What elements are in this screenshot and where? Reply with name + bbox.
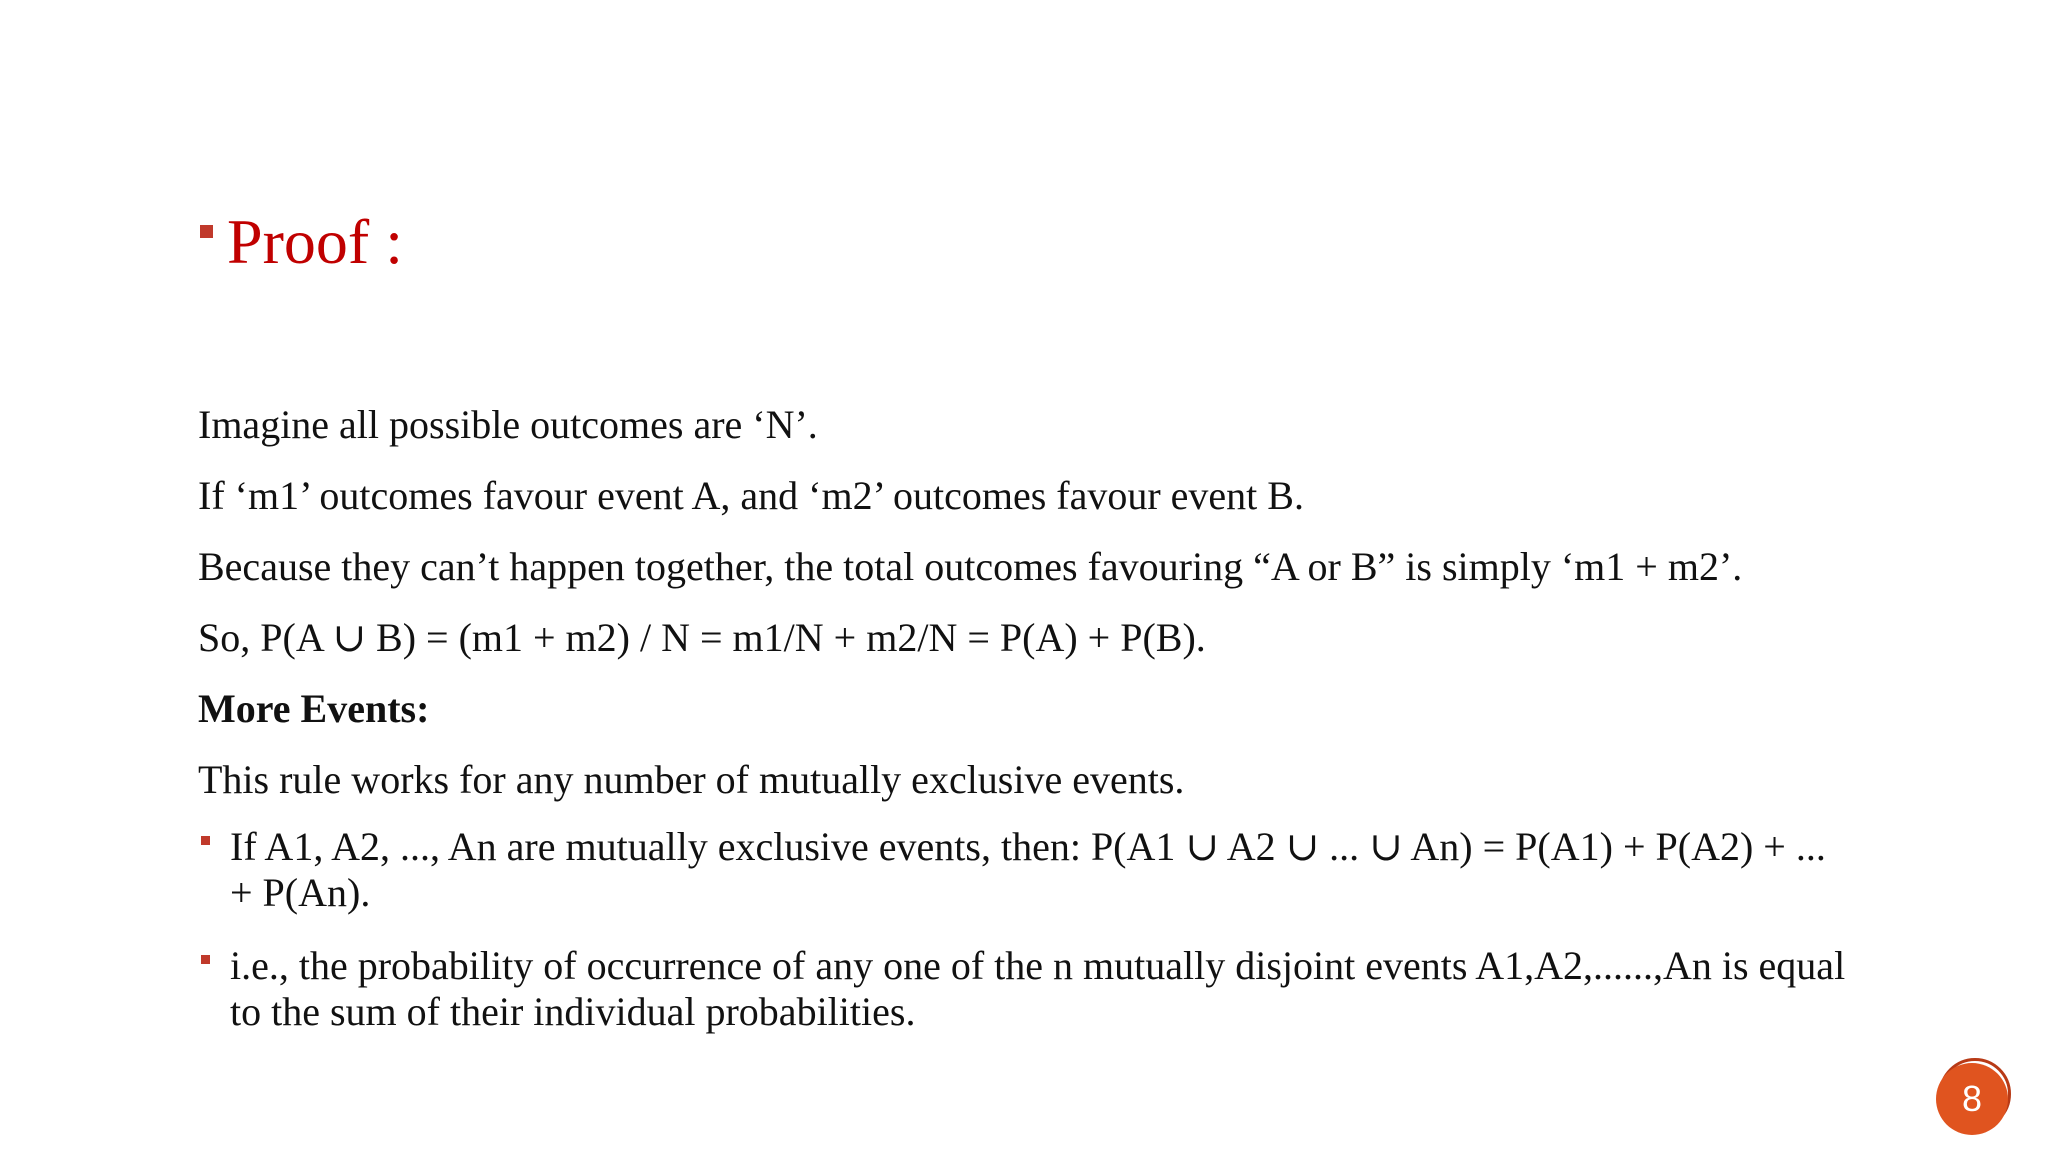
bullet-text: i.e., the probability of occurrence of any one of the n mutually disjoint events A1,A2,......,An is equal to the sum of their individual probabilities. <box>230 943 1846 1034</box>
subheading-more-events: More Events: <box>198 686 430 731</box>
paragraph-together: Because they can’t happen together, the total outcomes favouring “A or B” is simply ‘m1 + m2’. <box>198 544 1743 589</box>
square-bullet-icon <box>200 225 213 238</box>
square-bullet-icon <box>201 836 210 845</box>
paragraph-formula: So, P(A ∪ B) = (m1 + m2) / N = m1/N + m2/N = P(A) + P(B). <box>198 615 1206 660</box>
square-bullet-icon <box>201 955 210 964</box>
bullet-item-explanation <box>198 943 1858 1035</box>
page-number: 8 <box>1936 1063 2008 1135</box>
paragraph-rule: This rule works for any number of mutually exclusive events. <box>198 757 1185 802</box>
title-row <box>200 200 403 284</box>
slide-body <box>198 398 1858 1062</box>
bullet-item-formula <box>198 824 1858 916</box>
bullet-text: If A1, A2, ..., An are mutually exclusive events, then: P(A1 ∪ A2 ∪ ... ∪ An) = P(A1) + P(A2) + ... + P(An). <box>230 824 1826 915</box>
paragraph-outcomes: Imagine all possible outcomes are ‘N’. <box>198 402 818 447</box>
page-number-badge <box>1936 1058 2014 1136</box>
paragraph-favour: If ‘m1’ outcomes favour event A, and ‘m2’ outcomes favour event B. <box>198 473 1304 518</box>
slide-title: Proof : <box>227 206 403 277</box>
